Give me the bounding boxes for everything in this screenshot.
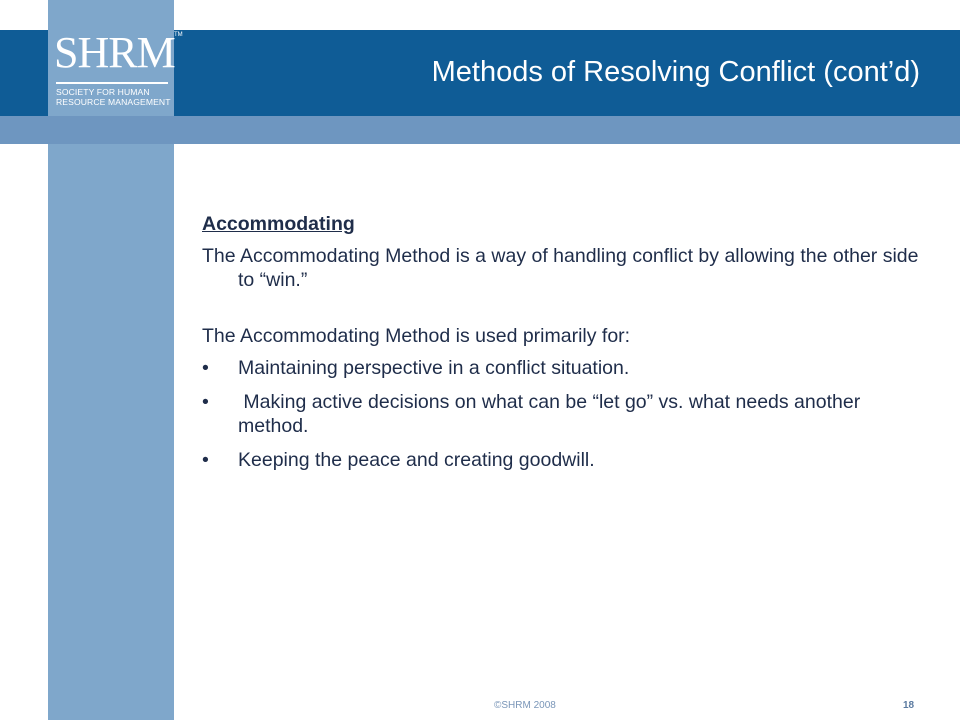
bullet-dot: • [202,449,209,471]
logo-subtitle [56,87,176,107]
shrm-logo [54,28,183,112]
section-heading: Accommodating [202,213,355,235]
logo-wordmark: SHRM [54,28,175,77]
bullet-text: Making active decisions on what can be “let go” vs. what needs another method. [238,391,866,437]
bullet-text: Maintaining perspective in a conflict situation. [238,357,630,379]
logo-divider [56,82,168,84]
logo-subtitle-line-1: SOCIETY FOR HUMAN [56,87,150,97]
logo-trademark: TM [174,32,183,38]
logo-subtitle-line-2: RESOURCE MANAGEMENT [56,97,171,107]
copyright-footer: ©SHRM 2008 [494,700,556,711]
left-accent-bar-lower [48,144,174,720]
bullet-item [202,390,932,438]
slide-body [202,212,932,482]
bullet-dot: • [202,357,209,379]
bullet-item [202,448,932,472]
slide-title: Methods of Resolving Conflict (cont’d) [431,56,920,88]
bullet-dot: • [202,391,209,413]
intro-paragraph: The Accommodating Method is a way of handling conflict by allowing the other side to “win.” [202,245,919,291]
logo-panel [48,16,183,116]
secondary-band [0,116,960,144]
usage-paragraph: The Accommodating Method is used primarily for: [202,325,631,347]
page-number: 18 [903,700,915,711]
bullet-item [202,356,932,380]
spacer [202,292,932,324]
bullet-text: Keeping the peace and creating goodwill. [238,449,595,471]
